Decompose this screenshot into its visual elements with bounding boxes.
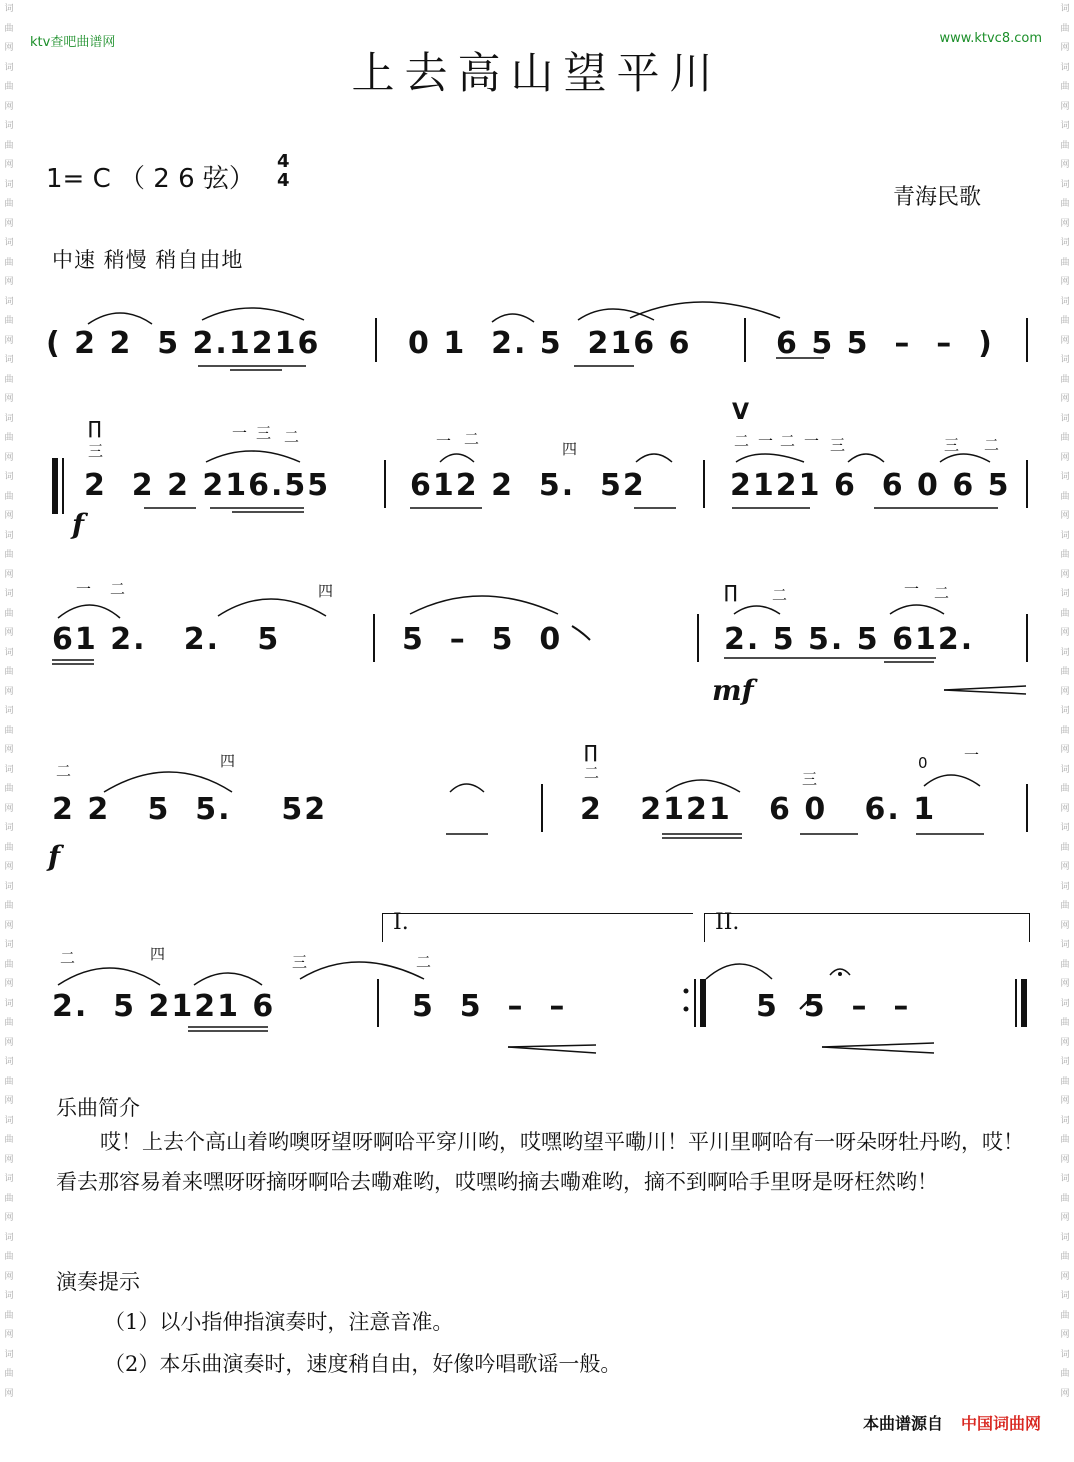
watermark-glyph: 词 xyxy=(1060,823,1070,833)
fingering-mark: 二 xyxy=(56,762,72,780)
watermark-glyph: 曲 xyxy=(4,199,14,209)
measure-3-3: 2. 5 5. 5 612. xyxy=(724,622,975,657)
watermark-glyph: 词 xyxy=(1060,355,1070,365)
barline xyxy=(694,979,696,1027)
watermark-glyph: 网 xyxy=(1060,335,1070,346)
watermark-glyph: 词 xyxy=(4,179,14,190)
watermark-glyph: 曲 xyxy=(4,257,14,268)
up-bow-mark: V xyxy=(732,400,750,425)
measure-4-2: 2 2121 6 0 6. 1 xyxy=(580,792,937,827)
fingering-mark: 一 xyxy=(76,580,92,598)
watermark-glyph: 词 xyxy=(4,62,14,73)
fingering-mark: 三 xyxy=(830,436,846,454)
watermark-glyph: 曲 xyxy=(4,433,14,443)
watermark-glyph: 词 xyxy=(1060,1291,1070,1301)
down-bow-mark: ∏ xyxy=(88,418,102,439)
watermark-glyph: 词 xyxy=(1060,238,1070,248)
watermark-glyph: 网 xyxy=(4,745,14,755)
watermark-glyph: 网 xyxy=(4,1330,14,1340)
right-watermark-strip xyxy=(1056,0,1074,1462)
watermark-glyph: 曲 xyxy=(4,1018,14,1028)
barline xyxy=(703,460,705,508)
watermark-glyph: 网 xyxy=(1060,43,1070,53)
watermark-glyph: 网 xyxy=(1060,101,1070,112)
fingering-mark: 四 xyxy=(150,945,166,963)
watermark-glyph: 曲 xyxy=(4,1310,14,1321)
watermark-glyph: 曲 xyxy=(1060,1252,1070,1262)
watermark-glyph: 网 xyxy=(1060,862,1070,872)
fingering-mark: 四 xyxy=(562,440,578,458)
watermark-glyph: 曲 xyxy=(1060,82,1070,92)
watermark-glyph: 曲 xyxy=(1060,550,1070,560)
fingering-mark: 一 xyxy=(758,432,774,450)
watermark-glyph: 词 xyxy=(4,355,14,365)
watermark-glyph: 词 xyxy=(4,472,14,482)
footer-source-label: 本曲谱源自 xyxy=(862,1414,943,1433)
watermark-glyph: 曲 xyxy=(1060,1369,1070,1379)
watermark-glyph: 词 xyxy=(1060,4,1070,14)
watermark-glyph: 曲 xyxy=(1060,1310,1070,1321)
watermark-glyph: 词 xyxy=(4,1349,14,1360)
fingering-mark: 二 xyxy=(416,953,432,971)
watermark-glyph: 曲 xyxy=(4,23,14,34)
watermark-glyph: 曲 xyxy=(1060,608,1070,619)
fingering-mark: 二 xyxy=(110,580,126,598)
watermark-glyph: 词 xyxy=(4,413,14,424)
watermark-glyph: 词 xyxy=(1060,589,1070,599)
score-row-4 xyxy=(0,740,1074,880)
watermark-glyph: 网 xyxy=(1060,1388,1070,1399)
time-signature xyxy=(277,152,290,190)
fingering-mark: 三 xyxy=(256,424,272,442)
watermark-glyph: 曲 xyxy=(1060,842,1070,853)
barline xyxy=(1026,318,1028,362)
watermark-glyph: 网 xyxy=(4,803,14,814)
watermark-glyph: 网 xyxy=(4,452,14,463)
watermark-glyph: 曲 xyxy=(4,784,14,794)
watermark-glyph: 词 xyxy=(4,1057,14,1067)
watermark-glyph: 网 xyxy=(4,1271,14,1282)
watermark-glyph: 网 xyxy=(1060,452,1070,463)
fingering-mark: 三 xyxy=(944,436,960,454)
watermark-glyph: 词 xyxy=(1060,1057,1070,1067)
watermark-glyph: 词 xyxy=(4,647,14,658)
tip-item: （2）本乐曲演奏时，速度稍自由，好像吟唱歌谣一般。 xyxy=(104,1352,622,1376)
measure-4-1: 2 2 5 5. 52 xyxy=(52,792,328,827)
watermark-glyph: 词 xyxy=(1060,121,1070,131)
measure-2-2: 612 2 5. 52 xyxy=(410,468,646,503)
watermark-glyph: 曲 xyxy=(4,550,14,560)
fingering-mark: 三 xyxy=(292,953,308,971)
watermark-glyph: 曲 xyxy=(4,667,14,677)
down-bow-mark: ∏ xyxy=(724,582,738,603)
watermark-glyph: 网 xyxy=(4,394,14,404)
watermark-glyph: 曲 xyxy=(4,959,14,970)
fingering-mark: 三 xyxy=(802,770,818,788)
watermark-glyph: 网 xyxy=(1060,1096,1070,1106)
left-watermark-strip xyxy=(0,0,18,1462)
fingering-mark: 三 xyxy=(88,442,104,460)
watermark-glyph: 曲 xyxy=(1060,1018,1070,1028)
watermark-glyph: 曲 xyxy=(1060,491,1070,502)
key-signature: 1= C （ 2 6 弦） xyxy=(46,164,255,194)
meter-top: 4 xyxy=(277,151,290,172)
measure-2-1: 2 2 2 216.55 xyxy=(84,468,331,503)
measure-1-3: 6 5 5 – – ) xyxy=(776,326,994,361)
meter-bottom: 4 xyxy=(277,170,290,191)
watermark-glyph: 曲 xyxy=(4,82,14,92)
watermark-glyph: 词 xyxy=(4,823,14,833)
watermark-glyph: 曲 xyxy=(1060,433,1070,443)
tempo-marking: 中速 稍慢 稍自由地 xyxy=(52,248,244,272)
fingering-mark: 二 xyxy=(464,430,480,448)
watermark-glyph: 词 xyxy=(4,1174,14,1184)
watermark-glyph: 曲 xyxy=(4,901,14,911)
watermark-glyph: 曲 xyxy=(4,491,14,502)
fingering-mark: 一 xyxy=(964,746,980,764)
watermark-glyph: 曲 xyxy=(4,608,14,619)
watermark-glyph: 词 xyxy=(1060,1349,1070,1360)
watermark-glyph: 曲 xyxy=(4,1076,14,1087)
watermark-glyph: 曲 xyxy=(4,316,14,326)
watermark-glyph: 网 xyxy=(1060,1037,1070,1048)
final-barline-thick xyxy=(1021,979,1027,1027)
fingering-mark: 四 xyxy=(318,582,334,600)
watermark-glyph: 词 xyxy=(1060,706,1070,716)
barline xyxy=(744,318,746,362)
measure-2-3: 2121 6 6 0 6 5 xyxy=(730,468,1011,503)
fingering-mark: 二 xyxy=(934,584,950,602)
watermark-glyph: 网 xyxy=(4,979,14,989)
watermark-glyph: 词 xyxy=(4,940,14,950)
measure-5-1: 2. 5 2121 6 xyxy=(52,989,276,1024)
watermark-glyph: 曲 xyxy=(1060,784,1070,794)
watermark-glyph: 词 xyxy=(1060,413,1070,424)
watermark-glyph: 网 xyxy=(4,686,14,697)
watermark-glyph: 网 xyxy=(4,335,14,346)
watermark-glyph: 网 xyxy=(1060,160,1070,170)
slur-lines xyxy=(0,905,1074,1065)
watermark-glyph: 网 xyxy=(4,1213,14,1223)
watermark-glyph: 网 xyxy=(4,628,14,638)
fingering-mark: 二 xyxy=(780,432,796,450)
watermark-glyph: 词 xyxy=(1060,179,1070,190)
watermark-glyph: 曲 xyxy=(4,1369,14,1379)
watermark-glyph: 网 xyxy=(4,160,14,170)
watermark-glyph: 网 xyxy=(4,101,14,112)
watermark-glyph: 网 xyxy=(1060,686,1070,697)
fingering-mark: 二 xyxy=(734,432,750,450)
fingering-mark: 0 xyxy=(918,754,928,772)
dynamic-forte: f xyxy=(48,840,61,873)
watermark-glyph: 曲 xyxy=(1060,1135,1070,1145)
watermark-glyph: 网 xyxy=(1060,803,1070,814)
measure-3-1: 61 2. 2. 5 xyxy=(52,622,281,657)
site-url-right[interactable]: www.ktvc8.com xyxy=(939,31,1042,46)
watermark-glyph: 词 xyxy=(4,764,14,775)
watermark-glyph: 网 xyxy=(1060,394,1070,404)
score-row-3 xyxy=(0,570,1074,710)
score-row-1 xyxy=(0,300,1074,380)
watermark-glyph: 词 xyxy=(4,1291,14,1301)
fingering-mark: 一 xyxy=(904,580,920,598)
footer-source[interactable] xyxy=(863,1411,1041,1434)
tip-item: （1）以小指伸指演奏时，注意音准。 xyxy=(104,1310,454,1334)
watermark-glyph: 曲 xyxy=(1060,140,1070,151)
watermark-glyph: 词 xyxy=(1060,1232,1070,1243)
barline xyxy=(541,784,543,832)
measure-1-2: 0 1 2. 5 216 6 xyxy=(408,326,692,361)
watermark-glyph: 网 xyxy=(1060,218,1070,229)
watermark-glyph: 词 xyxy=(4,881,14,892)
watermark-glyph: 词 xyxy=(1060,1115,1070,1126)
measure-5-3: 5 5 – – xyxy=(756,989,911,1024)
watermark-glyph: 词 xyxy=(1060,62,1070,73)
watermark-glyph: 词 xyxy=(4,706,14,716)
score-row-2 xyxy=(0,400,1074,550)
watermark-glyph: 曲 xyxy=(1060,901,1070,911)
watermark-glyph: 网 xyxy=(4,1096,14,1106)
watermark-glyph: 网 xyxy=(1060,1330,1070,1340)
watermark-glyph: 网 xyxy=(1060,1213,1070,1223)
fingering-mark: 四 xyxy=(220,752,236,770)
song-origin: 青海民歌 xyxy=(893,185,982,210)
barline xyxy=(375,318,377,362)
fingering-mark: 二 xyxy=(60,949,76,967)
watermark-glyph: 网 xyxy=(4,1388,14,1399)
watermark-glyph: 曲 xyxy=(1060,1193,1070,1204)
dynamic-mezzo-forte: mf xyxy=(712,674,754,707)
intro-paragraph: 哎！上去个高山着哟噢呀望呀啊哈平穿川哟，哎嘿哟望平嘞川！平川里啊哈有一呀朵呀牡丹哟，哎！看去那容易着来嘿呀呀摘呀啊哈去嘞难哟，哎嘿哟摘去嘞难哟，摘不到啊哈手里呀是呀枉然哟！ xyxy=(56,1130,1024,1194)
watermark-glyph: 词 xyxy=(1060,472,1070,482)
watermark-glyph: 词 xyxy=(1060,940,1070,950)
watermark-glyph: 网 xyxy=(1060,745,1070,755)
watermark-glyph: 词 xyxy=(4,1115,14,1126)
watermark-glyph: 网 xyxy=(4,511,14,521)
measure-1-1: ( 2 2 5 2.1216 xyxy=(46,326,321,361)
watermark-glyph: 曲 xyxy=(4,842,14,853)
watermark-glyph: 网 xyxy=(4,218,14,229)
watermark-glyph: 词 xyxy=(1060,998,1070,1009)
watermark-glyph: 曲 xyxy=(4,1135,14,1145)
down-bow-mark: ∏ xyxy=(584,742,598,763)
watermark-glyph: 网 xyxy=(1060,1271,1070,1282)
barline xyxy=(697,614,699,662)
watermark-glyph: 曲 xyxy=(1060,374,1070,385)
barline xyxy=(384,460,386,508)
watermark-glyph: 网 xyxy=(4,569,14,580)
watermark-glyph: 网 xyxy=(1060,1154,1070,1165)
watermark-glyph: 词 xyxy=(1060,296,1070,307)
watermark-glyph: 网 xyxy=(1060,628,1070,638)
watermark-glyph: 网 xyxy=(4,920,14,931)
measure-5-2: 5 5 – – xyxy=(412,989,567,1024)
watermark-glyph: 曲 xyxy=(4,374,14,385)
watermark-glyph: 网 xyxy=(4,1037,14,1048)
watermark-glyph: 曲 xyxy=(4,140,14,151)
watermark-glyph: 网 xyxy=(4,43,14,53)
watermark-glyph: 词 xyxy=(1060,764,1070,775)
watermark-glyph: 网 xyxy=(4,862,14,872)
watermark-glyph: 网 xyxy=(4,277,14,287)
measure-3-2: 5 – 5 0 xyxy=(402,622,563,657)
watermark-glyph: 词 xyxy=(4,530,14,541)
watermark-glyph: 词 xyxy=(4,238,14,248)
watermark-glyph: 曲 xyxy=(1060,667,1070,677)
watermark-glyph: 曲 xyxy=(4,1193,14,1204)
fingering-mark: 二 xyxy=(284,428,300,446)
fingering-mark: 二 xyxy=(984,436,1000,454)
fingering-mark: 二 xyxy=(584,764,600,782)
watermark-glyph: 网 xyxy=(1060,979,1070,989)
second-ending-label: II. xyxy=(715,910,740,935)
watermark-glyph: 网 xyxy=(4,1154,14,1165)
watermark-glyph: 曲 xyxy=(1060,725,1070,736)
dynamic-forte: f xyxy=(72,508,85,541)
footer-brand-link[interactable]: 中国词曲网 xyxy=(960,1414,1041,1433)
barline xyxy=(373,614,375,662)
score-row-5 xyxy=(0,905,1074,1065)
watermark-glyph: 曲 xyxy=(4,1252,14,1262)
watermark-glyph: 词 xyxy=(4,589,14,599)
fingering-mark: 二 xyxy=(772,586,788,604)
watermark-glyph: 网 xyxy=(1060,511,1070,521)
watermark-glyph: 词 xyxy=(1060,881,1070,892)
watermark-glyph: 词 xyxy=(4,296,14,307)
watermark-glyph: 词 xyxy=(1060,530,1070,541)
watermark-glyph: 曲 xyxy=(1060,23,1070,34)
barline xyxy=(377,979,379,1027)
watermark-glyph: 词 xyxy=(1060,1174,1070,1184)
watermark-glyph: 词 xyxy=(4,4,14,14)
watermark-glyph: 曲 xyxy=(1060,959,1070,970)
intro-heading: 乐曲简介 xyxy=(56,1096,140,1120)
watermark-glyph: 网 xyxy=(1060,569,1070,580)
site-name-left[interactable]: ktv查吧曲谱网 xyxy=(30,35,116,50)
barline xyxy=(1026,784,1028,832)
watermark-glyph: 网 xyxy=(1060,277,1070,287)
watermark-glyph: 曲 xyxy=(4,725,14,736)
watermark-glyph: 曲 xyxy=(1060,1076,1070,1087)
watermark-glyph: 词 xyxy=(4,1232,14,1243)
watermark-glyph: 网 xyxy=(1060,920,1070,931)
watermark-glyph: 词 xyxy=(4,998,14,1009)
repeat-end-barline xyxy=(700,979,706,1027)
watermark-glyph: 曲 xyxy=(1060,316,1070,326)
fingering-mark: 一 xyxy=(804,432,820,450)
page-title: 上去高山望平川 xyxy=(351,49,723,99)
watermark-glyph: 曲 xyxy=(1060,199,1070,209)
fingering-mark: 一 xyxy=(436,432,452,450)
watermark-glyph: 词 xyxy=(1060,647,1070,658)
final-barline-thin xyxy=(1015,979,1017,1027)
fingering-mark: 一 xyxy=(232,424,248,442)
barline xyxy=(1026,460,1028,508)
tips-heading: 演奏提示 xyxy=(56,1270,140,1294)
watermark-glyph: 词 xyxy=(4,121,14,131)
watermark-glyph: 曲 xyxy=(1060,257,1070,268)
first-ending-label: I. xyxy=(393,910,409,935)
barline xyxy=(1026,614,1028,662)
